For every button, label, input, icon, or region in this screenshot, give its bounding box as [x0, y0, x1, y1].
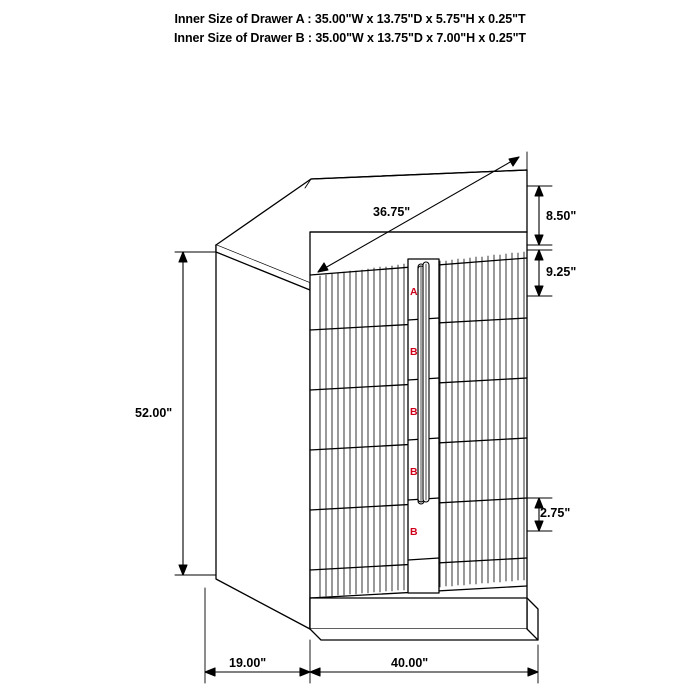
- drawer-a-note: Inner Size of Drawer A : 35.00"W x 13.75"D x 5.75"H x 0.25"T: [174, 12, 526, 26]
- dim-height-total: [175, 252, 216, 575]
- door-handles: [418, 262, 429, 504]
- label-height-total: 52.00": [135, 406, 173, 420]
- drawer-b-note: Inner Size of Drawer B : 35.00"W x 13.75"D x 7.00"H x 0.25"T: [174, 31, 526, 45]
- label-depth: 19.00": [229, 656, 267, 670]
- drawer-label-b2: B: [410, 406, 418, 418]
- cabinet-left-panel: [216, 245, 310, 629]
- label-width: 40.00": [391, 656, 429, 670]
- drawer-label-a: A: [410, 286, 418, 298]
- label-top-section: 8.50": [546, 209, 577, 223]
- drawer-label-b4: B: [410, 526, 418, 538]
- label-top-width: 36.75": [373, 205, 411, 219]
- drawer-label-b1: B: [410, 346, 418, 358]
- label-base-section: 2.75": [540, 506, 571, 520]
- label-second-section: 9.25": [546, 265, 577, 279]
- cabinet-base: [310, 598, 538, 640]
- drawer-label-b3: B: [410, 466, 418, 478]
